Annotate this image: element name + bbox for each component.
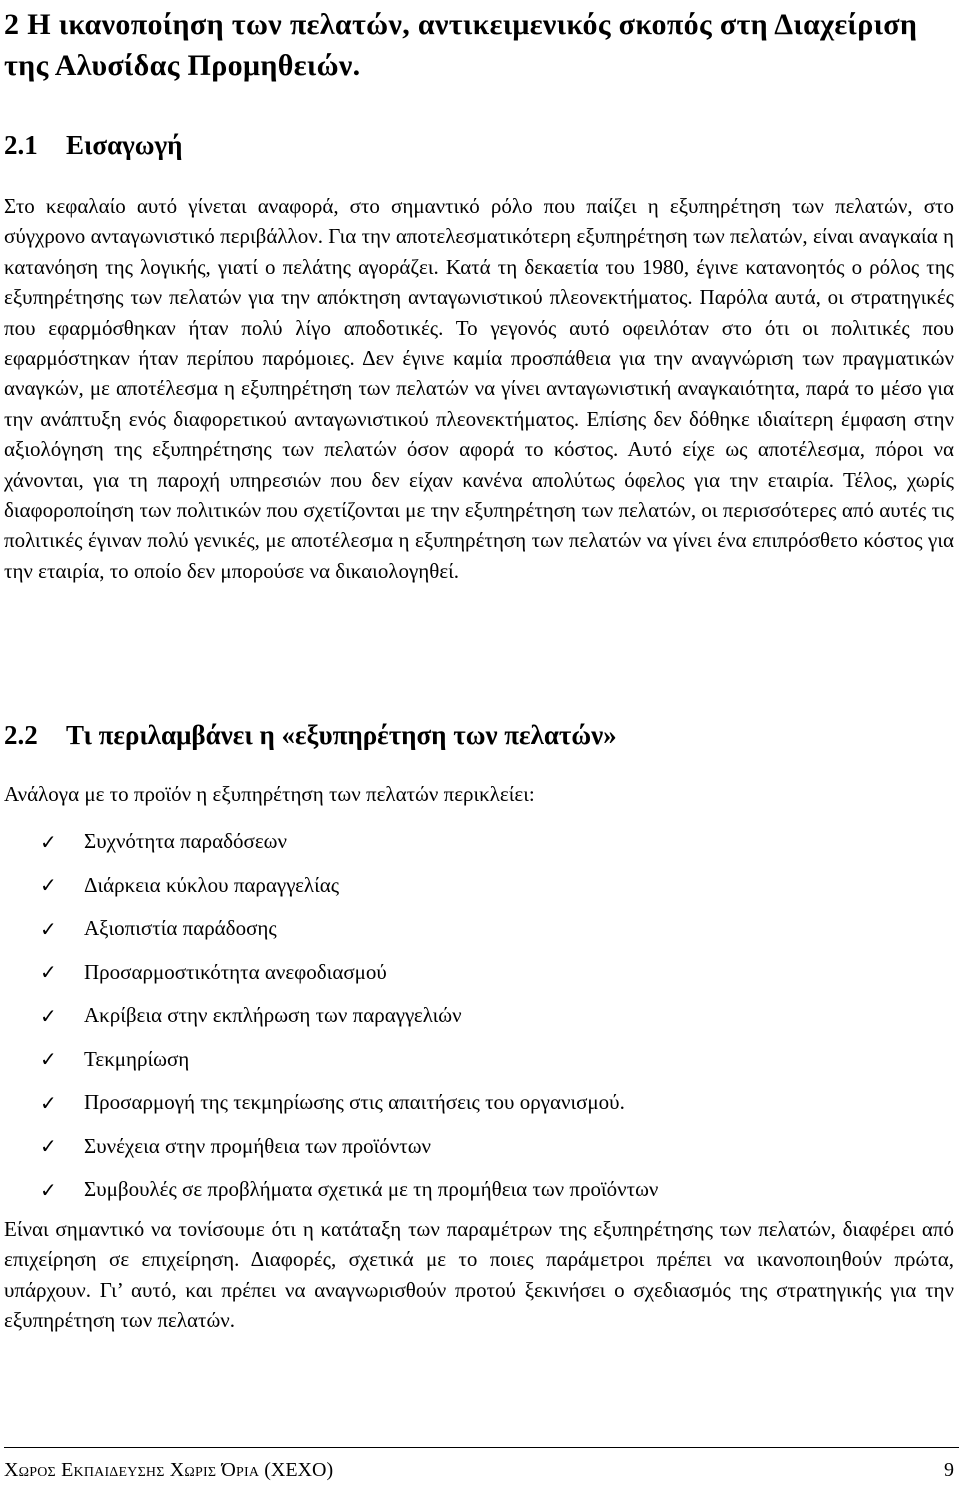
closing-paragraph: Είναι σημαντικό να τονίσουμε ότι η κατάταξη των παραμέτρων της εξυπηρέτησης των πελατών, διαφέρει από επιχείρηση σε επιχείρηση. Διαφορές, σχετικά με το ποιες παράμετροι πρέπει να ικανοποιηθούν πρώτα, υπάρχουν. Γι’ αυτό, και πρέπει να αναγνωρισθούν προτού ξεκινήσει ο σχεδιασμός της στρατηγικής για την εξυπηρέτηση των πελατών. (4, 1217, 954, 1333)
list-item-label: Αξιοπιστία παράδοσης (84, 916, 277, 941)
chapter-title: 2 Η ικανοποίηση των πελατών, αντικειμενικός σκοπός στη Διαχείριση της Αλυσίδας Προμηθειών. (4, 8, 918, 82)
list-item (4, 1081, 658, 1125)
page-number: 9 (944, 1459, 954, 1481)
list-item (4, 864, 658, 908)
footer-title-suffix: (ΧΕΧΟ) (264, 1459, 334, 1481)
footer-title (4, 1458, 333, 1482)
section-heading-intro (4, 128, 182, 162)
section-number: 2.2 (4, 720, 38, 750)
list-item-label: Προσαρμοστικότητα ανεφοδιασμού (84, 959, 387, 984)
footer-title-text: Χωρος Εκπαιδευσης Χωρις Όρια (4, 1459, 260, 1481)
list-item (4, 1168, 658, 1212)
check-icon: ✓ (40, 1177, 57, 1202)
list-item (4, 820, 658, 864)
check-icon: ✓ (40, 960, 57, 985)
check-icon: ✓ (40, 1090, 57, 1115)
list-intro-text: Ανάλογα με το προϊόν η εξυπηρέτηση των πελατών περικλείει: (4, 782, 535, 806)
list-item-label: Προσαρμογή της τεκμηρίωσης στις απαιτήσεις του οργανισμού. (84, 1090, 625, 1115)
list-item (4, 951, 658, 995)
list-item (4, 1125, 658, 1169)
list-item (4, 907, 658, 951)
list-item-label: Ακρίβεια στην εκπλήρωση των παραγγελιών (84, 1003, 462, 1028)
list-item-label: Τεκμηρίωση (84, 1046, 190, 1071)
page-footer (4, 1458, 954, 1482)
list-item (4, 994, 658, 1038)
check-icon: ✓ (40, 916, 57, 941)
check-icon: ✓ (40, 1047, 57, 1072)
section-heading-customer-service (4, 718, 617, 752)
list-item-label: Διάρκεια κύκλου παραγγελίας (84, 872, 340, 897)
list-item-label: Συνέχεια στην προμήθεια των προϊόντων (84, 1133, 432, 1158)
section-title: Εισαγωγή (66, 130, 183, 160)
footer-divider (4, 1447, 959, 1448)
intro-paragraph: Στο κεφαλαίο αυτό γίνεται αναφορά, στο σημαντικό ρόλο που παίζει η εξυπηρέτηση των πελατών, στο σύγχρονο ανταγωνιστικό περιβάλλον. Για την αποτελεσματικότερη εξυπηρέτηση των πελατών, είναι αναγκαία η κατανόηση της λογικής, γιατί ο πελάτης αγοράζει. Κατά τη δεκαετία του 1980, έγινε κατανοητός ο ρόλος της εξυπηρέτησης των πελατών για την απόκτηση ανταγωνιστικού πλεονεκτήματος. Παρόλα αυτά, οι στρατηγικές που εφαρμόσθηκαν ήταν πολύ λίγο αποδοτικές. Το γεγονός αυτό οφειλόταν στο ότι οι πολιτικές που εφαρμόστηκαν ήταν περίπου παρόμοιες. Δεν έγινε καμία προσπάθεια για την αναγνώριση των πραγματικών αναγκών, με αποτέλεσμα η εξυπηρέτηση των πελατών να γίνει ανταγωνιστική αναγκαιότητα, παρά το μέσο για την ανάπτυξη ενός διαφορετικού ανταγωνιστικού πλεονεκτήματος. Επίσης δεν δόθηκε ιδιαίτερη έμφαση στην αξιολόγηση της εξυπηρέτησης των πελατών όσον αφορά το κόστος. Αυτό είχε ως αποτέλεσμα, πόροι να χάνονται, για τη παροχή υπηρεσιών που δεν είχαν κανένα απολύτως όφελος για την εταιρία. Τέλος, χωρίς διαφοροποίηση των πολιτικών που σχετίζονται με την εξυπηρέτηση των πελατών, οι περισσότερες από αυτές τις πολιτικές έγιναν πολύ γενικές, με αποτέλεσμα η εξυπηρέτηση των πελατών να γίνει ένα επιπρόσθετο κόστος για την εταιρία, το οποίο δεν μπορούσε να δικαιολογηθεί. (4, 194, 954, 583)
list-item-label: Συμβουλές σε προβλήματα σχετικά με τη προμήθεια των προϊόντων (84, 1177, 659, 1202)
check-icon: ✓ (40, 1134, 57, 1159)
section-number: 2.1 (4, 130, 38, 160)
section-title: Τι περιλαμβάνει η «εξυπηρέτηση των πελατών» (66, 720, 617, 750)
list-item (4, 1038, 658, 1082)
check-icon: ✓ (40, 829, 57, 854)
list-item-label: Συχνότητα παραδόσεων (84, 829, 287, 854)
customer-service-checklist (4, 820, 658, 1212)
check-icon: ✓ (40, 1003, 57, 1028)
check-icon: ✓ (40, 873, 57, 898)
